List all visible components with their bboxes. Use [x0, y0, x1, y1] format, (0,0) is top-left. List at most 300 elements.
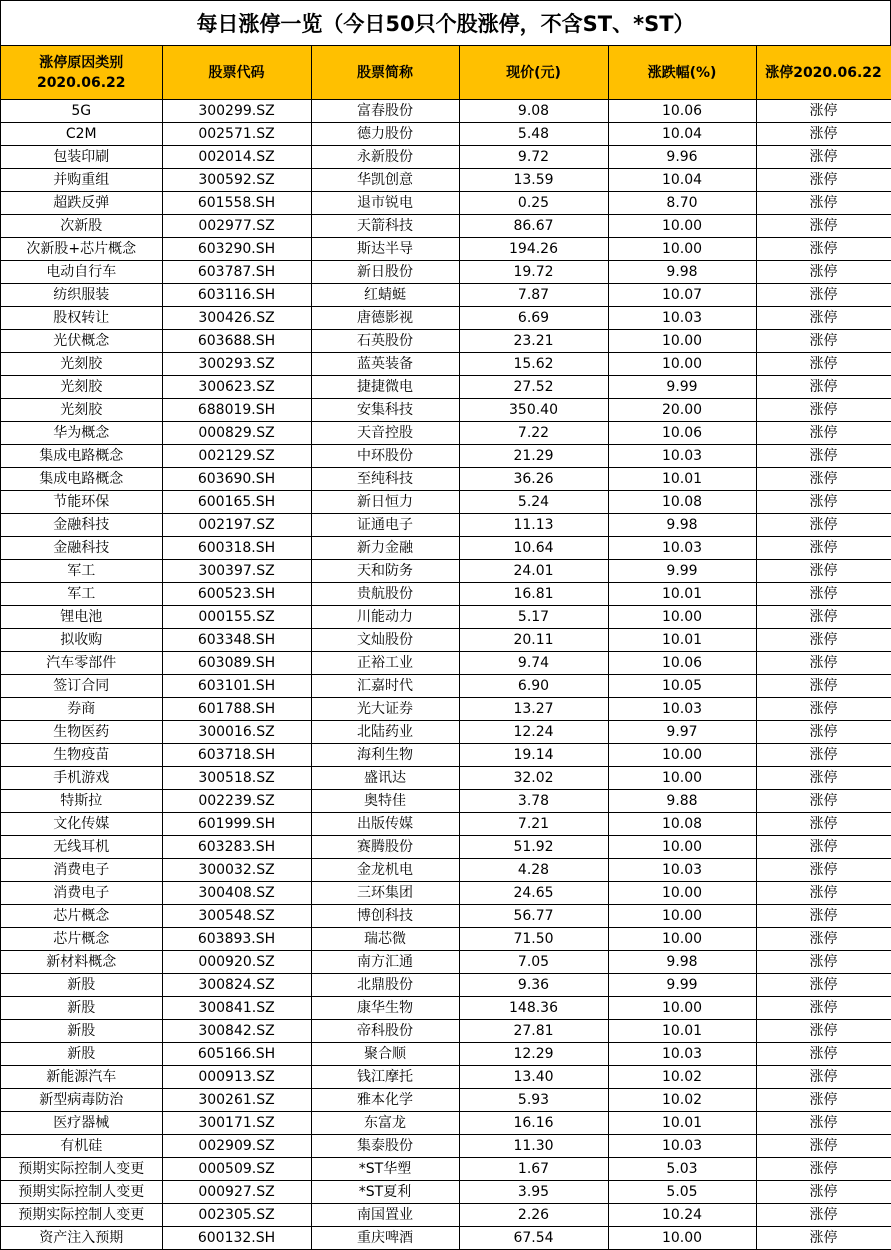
limit-status-cell: 涨停 [756, 652, 891, 675]
change-pct-cell: 10.01 [608, 468, 756, 491]
price-cell: 24.01 [459, 560, 608, 583]
stock-code-cell: 300824.SZ [162, 974, 311, 997]
change-pct-cell: 9.96 [608, 146, 756, 169]
change-pct-cell: 9.97 [608, 721, 756, 744]
reason-cell: 消费电子 [1, 859, 162, 882]
reason-cell: 特斯拉 [1, 790, 162, 813]
change-pct-cell: 10.00 [608, 882, 756, 905]
change-pct-cell: 10.00 [608, 767, 756, 790]
table-row [1, 1158, 891, 1181]
limit-status-cell: 涨停 [756, 583, 891, 606]
stock-name-cell: 永新股份 [311, 146, 459, 169]
stock-code-cell: 600165.SH [162, 491, 311, 514]
stock-name-cell: 德力股份 [311, 123, 459, 146]
stock-code-cell: 002305.SZ [162, 1204, 311, 1227]
reason-cell: 5G [1, 100, 162, 123]
price-cell: 5.48 [459, 123, 608, 146]
stock-name-cell: 康华生物 [311, 997, 459, 1020]
price-cell: 19.14 [459, 744, 608, 767]
table-row [1, 1066, 891, 1089]
limit-status-cell: 涨停 [756, 721, 891, 744]
stock-name-cell: 盛讯达 [311, 767, 459, 790]
change-pct-cell: 10.07 [608, 284, 756, 307]
table-row [1, 882, 891, 905]
change-pct-cell: 9.99 [608, 974, 756, 997]
price-cell: 12.24 [459, 721, 608, 744]
change-pct-cell: 10.02 [608, 1089, 756, 1112]
reason-cell: 金融科技 [1, 537, 162, 560]
limit-up-table [1, 46, 891, 1250]
limit-status-cell: 涨停 [756, 859, 891, 882]
reason-cell: 股权转让 [1, 307, 162, 330]
table-row [1, 1135, 891, 1158]
table-row [1, 813, 891, 836]
table-row [1, 1020, 891, 1043]
reason-cell: 无线耳机 [1, 836, 162, 859]
reason-cell: 集成电路概念 [1, 445, 162, 468]
header-name: 股票简称 [311, 46, 459, 100]
price-cell: 86.67 [459, 215, 608, 238]
stock-code-cell: 600132.SH [162, 1227, 311, 1250]
stock-code-cell: 688019.SH [162, 399, 311, 422]
change-pct-cell: 10.00 [608, 905, 756, 928]
price-cell: 9.72 [459, 146, 608, 169]
stock-name-cell: *ST华塑 [311, 1158, 459, 1181]
limit-status-cell: 涨停 [756, 997, 891, 1020]
limit-status-cell: 涨停 [756, 1066, 891, 1089]
stock-code-cell: 603290.SH [162, 238, 311, 261]
change-pct-cell: 10.00 [608, 330, 756, 353]
table-row [1, 629, 891, 652]
change-pct-cell: 10.01 [608, 1112, 756, 1135]
stock-code-cell: 603787.SH [162, 261, 311, 284]
stock-code-cell: 000913.SZ [162, 1066, 311, 1089]
limit-status-cell: 涨停 [756, 445, 891, 468]
limit-status-cell: 涨停 [756, 1204, 891, 1227]
stock-name-cell: 帝科股份 [311, 1020, 459, 1043]
stock-name-cell: 瑞芯微 [311, 928, 459, 951]
price-cell: 16.81 [459, 583, 608, 606]
stock-code-cell: 300548.SZ [162, 905, 311, 928]
table-body [1, 100, 891, 1250]
stock-code-cell: 603101.SH [162, 675, 311, 698]
stock-name-cell: 贵航股份 [311, 583, 459, 606]
reason-cell: 新能源汽车 [1, 1066, 162, 1089]
table-row [1, 192, 891, 215]
price-cell: 10.64 [459, 537, 608, 560]
table-row [1, 169, 891, 192]
change-pct-cell: 10.00 [608, 238, 756, 261]
table-row [1, 307, 891, 330]
stock-code-cell: 300518.SZ [162, 767, 311, 790]
reason-cell: 电动自行车 [1, 261, 162, 284]
change-pct-cell: 10.01 [608, 1020, 756, 1043]
stock-code-cell: 000829.SZ [162, 422, 311, 445]
limit-status-cell: 涨停 [756, 100, 891, 123]
stock-name-cell: 集泰股份 [311, 1135, 459, 1158]
limit-status-cell: 涨停 [756, 192, 891, 215]
change-pct-cell: 10.00 [608, 744, 756, 767]
table-row [1, 997, 891, 1020]
reason-cell: 集成电路概念 [1, 468, 162, 491]
stock-code-cell: 300293.SZ [162, 353, 311, 376]
table-row [1, 1227, 891, 1250]
limit-status-cell: 涨停 [756, 951, 891, 974]
limit-status-cell: 涨停 [756, 813, 891, 836]
limit-status-cell: 涨停 [756, 560, 891, 583]
price-cell: 5.93 [459, 1089, 608, 1112]
table-row [1, 537, 891, 560]
table-row [1, 1204, 891, 1227]
stock-code-cell: 603283.SH [162, 836, 311, 859]
price-cell: 194.26 [459, 238, 608, 261]
stock-name-cell: 文灿股份 [311, 629, 459, 652]
stock-name-cell: 至纯科技 [311, 468, 459, 491]
stock-code-cell: 002129.SZ [162, 445, 311, 468]
price-cell: 27.52 [459, 376, 608, 399]
stock-name-cell: 新力金融 [311, 537, 459, 560]
price-cell: 13.59 [459, 169, 608, 192]
stock-name-cell: 钱江摩托 [311, 1066, 459, 1089]
table-row [1, 353, 891, 376]
stock-code-cell: 300842.SZ [162, 1020, 311, 1043]
limit-status-cell: 涨停 [756, 261, 891, 284]
table-row [1, 100, 891, 123]
table-row [1, 422, 891, 445]
stock-code-cell: 300426.SZ [162, 307, 311, 330]
table-row [1, 399, 891, 422]
stock-name-cell: 捷捷微电 [311, 376, 459, 399]
stock-name-cell: 退市锐电 [311, 192, 459, 215]
reason-cell: 有机硅 [1, 1135, 162, 1158]
price-cell: 19.72 [459, 261, 608, 284]
stock-code-cell: 300016.SZ [162, 721, 311, 744]
stock-name-cell: 金龙机电 [311, 859, 459, 882]
change-pct-cell: 9.98 [608, 514, 756, 537]
price-cell: 20.11 [459, 629, 608, 652]
stock-code-cell: 002239.SZ [162, 790, 311, 813]
change-pct-cell: 10.04 [608, 123, 756, 146]
stock-name-cell: 北鼎股份 [311, 974, 459, 997]
change-pct-cell: 10.06 [608, 100, 756, 123]
price-cell: 11.30 [459, 1135, 608, 1158]
change-pct-cell: 10.06 [608, 422, 756, 445]
change-pct-cell: 10.08 [608, 813, 756, 836]
price-cell: 71.50 [459, 928, 608, 951]
stock-name-cell: 赛腾股份 [311, 836, 459, 859]
price-cell: 36.26 [459, 468, 608, 491]
limit-status-cell: 涨停 [756, 1020, 891, 1043]
price-cell: 23.21 [459, 330, 608, 353]
stock-code-cell: 603116.SH [162, 284, 311, 307]
price-cell: 3.95 [459, 1181, 608, 1204]
reason-cell: 光刻胶 [1, 376, 162, 399]
header-code: 股票代码 [162, 46, 311, 100]
limit-status-cell: 涨停 [756, 744, 891, 767]
price-cell: 9.36 [459, 974, 608, 997]
table-row [1, 583, 891, 606]
table-row [1, 721, 891, 744]
reason-cell: 预期实际控制人变更 [1, 1158, 162, 1181]
table-row [1, 675, 891, 698]
stock-name-cell: 红蜻蜓 [311, 284, 459, 307]
limit-status-cell: 涨停 [756, 1135, 891, 1158]
change-pct-cell: 10.00 [608, 215, 756, 238]
reason-cell: 新材料概念 [1, 951, 162, 974]
change-pct-cell: 10.00 [608, 353, 756, 376]
price-cell: 67.54 [459, 1227, 608, 1250]
reason-cell: 光刻胶 [1, 399, 162, 422]
stock-code-cell: 002014.SZ [162, 146, 311, 169]
stock-name-cell: 光大证券 [311, 698, 459, 721]
stock-code-cell: 002197.SZ [162, 514, 311, 537]
limit-status-cell: 涨停 [756, 238, 891, 261]
reason-cell: 资产注入预期 [1, 1227, 162, 1250]
table-row [1, 445, 891, 468]
limit-status-cell: 涨停 [756, 1112, 891, 1135]
table-row [1, 560, 891, 583]
stock-code-cell: 000920.SZ [162, 951, 311, 974]
limit-status-cell: 涨停 [756, 123, 891, 146]
price-cell: 13.40 [459, 1066, 608, 1089]
change-pct-cell: 10.03 [608, 445, 756, 468]
change-pct-cell: 10.00 [608, 606, 756, 629]
stock-name-cell: 博创科技 [311, 905, 459, 928]
price-cell: 7.22 [459, 422, 608, 445]
change-pct-cell: 10.01 [608, 583, 756, 606]
reason-cell: 医疗器械 [1, 1112, 162, 1135]
reason-cell: 并购重组 [1, 169, 162, 192]
table-row [1, 698, 891, 721]
header-limit: 涨停2020.06.22 [756, 46, 891, 100]
change-pct-cell: 9.99 [608, 560, 756, 583]
stock-name-cell: 三环集团 [311, 882, 459, 905]
price-cell: 7.21 [459, 813, 608, 836]
table-row [1, 468, 891, 491]
stock-name-cell: 富春股份 [311, 100, 459, 123]
reason-cell: 生物疫苗 [1, 744, 162, 767]
table-row [1, 284, 891, 307]
reason-cell: 新型病毒防治 [1, 1089, 162, 1112]
change-pct-cell: 9.98 [608, 261, 756, 284]
reason-cell: 汽车零部件 [1, 652, 162, 675]
limit-status-cell: 涨停 [756, 1181, 891, 1204]
table-row [1, 238, 891, 261]
table-row [1, 146, 891, 169]
reason-cell: 新股 [1, 974, 162, 997]
price-cell: 24.65 [459, 882, 608, 905]
reason-cell: 华为概念 [1, 422, 162, 445]
table-row [1, 514, 891, 537]
price-cell: 11.13 [459, 514, 608, 537]
reason-cell: 新股 [1, 1043, 162, 1066]
reason-cell: 券商 [1, 698, 162, 721]
limit-status-cell: 涨停 [756, 629, 891, 652]
table-row [1, 974, 891, 997]
reason-cell: 节能环保 [1, 491, 162, 514]
price-cell: 13.27 [459, 698, 608, 721]
table-row [1, 905, 891, 928]
stock-code-cell: 002909.SZ [162, 1135, 311, 1158]
header-reason-date: 2020.06.22 [36, 74, 126, 91]
reason-cell: 光刻胶 [1, 353, 162, 376]
stock-code-cell: 601999.SH [162, 813, 311, 836]
limit-status-cell: 涨停 [756, 215, 891, 238]
price-cell: 148.36 [459, 997, 608, 1020]
table-row [1, 491, 891, 514]
table-row [1, 652, 891, 675]
limit-status-cell: 涨停 [756, 307, 891, 330]
table-row [1, 790, 891, 813]
price-cell: 56.77 [459, 905, 608, 928]
reason-cell: 次新股+芯片概念 [1, 238, 162, 261]
stock-code-cell: 300171.SZ [162, 1112, 311, 1135]
limit-status-cell: 涨停 [756, 1227, 891, 1250]
stock-name-cell: 天箭科技 [311, 215, 459, 238]
price-cell: 2.26 [459, 1204, 608, 1227]
price-cell: 27.81 [459, 1020, 608, 1043]
limit-status-cell: 涨停 [756, 767, 891, 790]
reason-cell: 纺织服装 [1, 284, 162, 307]
stock-name-cell: 天和防务 [311, 560, 459, 583]
stock-name-cell: 新日恒力 [311, 491, 459, 514]
change-pct-cell: 10.06 [608, 652, 756, 675]
table-row [1, 330, 891, 353]
price-cell: 7.87 [459, 284, 608, 307]
reason-cell: 光伏概念 [1, 330, 162, 353]
limit-status-cell: 涨停 [756, 330, 891, 353]
table-row [1, 1089, 891, 1112]
change-pct-cell: 10.08 [608, 491, 756, 514]
stock-name-cell: 奥特佳 [311, 790, 459, 813]
stock-code-cell: 300299.SZ [162, 100, 311, 123]
limit-status-cell: 涨停 [756, 790, 891, 813]
reason-cell: 手机游戏 [1, 767, 162, 790]
change-pct-cell: 10.05 [608, 675, 756, 698]
header-reason-label: 涨停原因类别 [39, 54, 124, 71]
table-row [1, 261, 891, 284]
stock-name-cell: 南国置业 [311, 1204, 459, 1227]
table-row [1, 1181, 891, 1204]
table-row [1, 836, 891, 859]
price-cell: 9.74 [459, 652, 608, 675]
limit-status-cell: 涨停 [756, 698, 891, 721]
price-cell: 15.62 [459, 353, 608, 376]
table-row [1, 767, 891, 790]
stock-name-cell: 出版传媒 [311, 813, 459, 836]
table-row [1, 744, 891, 767]
reason-cell: C2M [1, 123, 162, 146]
stock-name-cell: 安集科技 [311, 399, 459, 422]
price-cell: 32.02 [459, 767, 608, 790]
limit-status-cell: 涨停 [756, 606, 891, 629]
reason-cell: 预期实际控制人变更 [1, 1204, 162, 1227]
header-row [1, 46, 891, 100]
table-row [1, 606, 891, 629]
stock-name-cell: 聚合顺 [311, 1043, 459, 1066]
stock-code-cell: 603718.SH [162, 744, 311, 767]
stock-code-cell: 000509.SZ [162, 1158, 311, 1181]
price-cell: 7.05 [459, 951, 608, 974]
limit-status-cell: 涨停 [756, 928, 891, 951]
change-pct-cell: 10.03 [608, 859, 756, 882]
reason-cell: 拟收购 [1, 629, 162, 652]
stock-name-cell: 北陆药业 [311, 721, 459, 744]
change-pct-cell: 10.03 [608, 1043, 756, 1066]
change-pct-cell: 10.03 [608, 698, 756, 721]
stock-name-cell: 中环股份 [311, 445, 459, 468]
stock-code-cell: 002977.SZ [162, 215, 311, 238]
reason-cell: 生物医药 [1, 721, 162, 744]
stock-code-cell: 600523.SH [162, 583, 311, 606]
limit-status-cell: 涨停 [756, 974, 891, 997]
reason-cell: 军工 [1, 583, 162, 606]
price-cell: 1.67 [459, 1158, 608, 1181]
page-title: 每日涨停一览（今日50只个股涨停，不含ST、*ST） [1, 1, 891, 46]
limit-status-cell: 涨停 [756, 491, 891, 514]
stock-code-cell: 603688.SH [162, 330, 311, 353]
change-pct-cell: 10.00 [608, 836, 756, 859]
stock-name-cell: 正裕工业 [311, 652, 459, 675]
table-row [1, 928, 891, 951]
price-cell: 350.40 [459, 399, 608, 422]
limit-status-cell: 涨停 [756, 353, 891, 376]
stock-name-cell: 石英股份 [311, 330, 459, 353]
stock-code-cell: 603348.SH [162, 629, 311, 652]
stock-code-cell: 600318.SH [162, 537, 311, 560]
table-row [1, 123, 891, 146]
price-cell: 16.16 [459, 1112, 608, 1135]
change-pct-cell: 8.70 [608, 192, 756, 215]
stock-name-cell: 重庆啤酒 [311, 1227, 459, 1250]
change-pct-cell: 5.05 [608, 1181, 756, 1204]
stock-name-cell: 南方汇通 [311, 951, 459, 974]
price-cell: 9.08 [459, 100, 608, 123]
stock-code-cell: 603893.SH [162, 928, 311, 951]
limit-status-cell: 涨停 [756, 399, 891, 422]
change-pct-cell: 9.98 [608, 951, 756, 974]
limit-status-cell: 涨停 [756, 146, 891, 169]
stock-code-cell: 603089.SH [162, 652, 311, 675]
change-pct-cell: 5.03 [608, 1158, 756, 1181]
price-cell: 6.90 [459, 675, 608, 698]
table-row [1, 215, 891, 238]
price-cell: 6.69 [459, 307, 608, 330]
price-cell: 4.28 [459, 859, 608, 882]
limit-status-cell: 涨停 [756, 284, 891, 307]
change-pct-cell: 10.01 [608, 629, 756, 652]
limit-status-cell: 涨停 [756, 422, 891, 445]
stock-code-cell: 300397.SZ [162, 560, 311, 583]
reason-cell: 签订合同 [1, 675, 162, 698]
reason-cell: 军工 [1, 560, 162, 583]
limit-status-cell: 涨停 [756, 675, 891, 698]
change-pct-cell: 10.03 [608, 307, 756, 330]
reason-cell: 包装印刷 [1, 146, 162, 169]
reason-cell: 芯片概念 [1, 928, 162, 951]
price-cell: 5.17 [459, 606, 608, 629]
change-pct-cell: 20.00 [608, 399, 756, 422]
change-pct-cell: 10.00 [608, 1227, 756, 1250]
limit-status-cell: 涨停 [756, 905, 891, 928]
limit-status-cell: 涨停 [756, 376, 891, 399]
stock-code-cell: 603690.SH [162, 468, 311, 491]
stock-name-cell: 新日股份 [311, 261, 459, 284]
change-pct-cell: 10.03 [608, 537, 756, 560]
limit-status-cell: 涨停 [756, 1089, 891, 1112]
stock-name-cell: 雅本化学 [311, 1089, 459, 1112]
stock-code-cell: 300408.SZ [162, 882, 311, 905]
